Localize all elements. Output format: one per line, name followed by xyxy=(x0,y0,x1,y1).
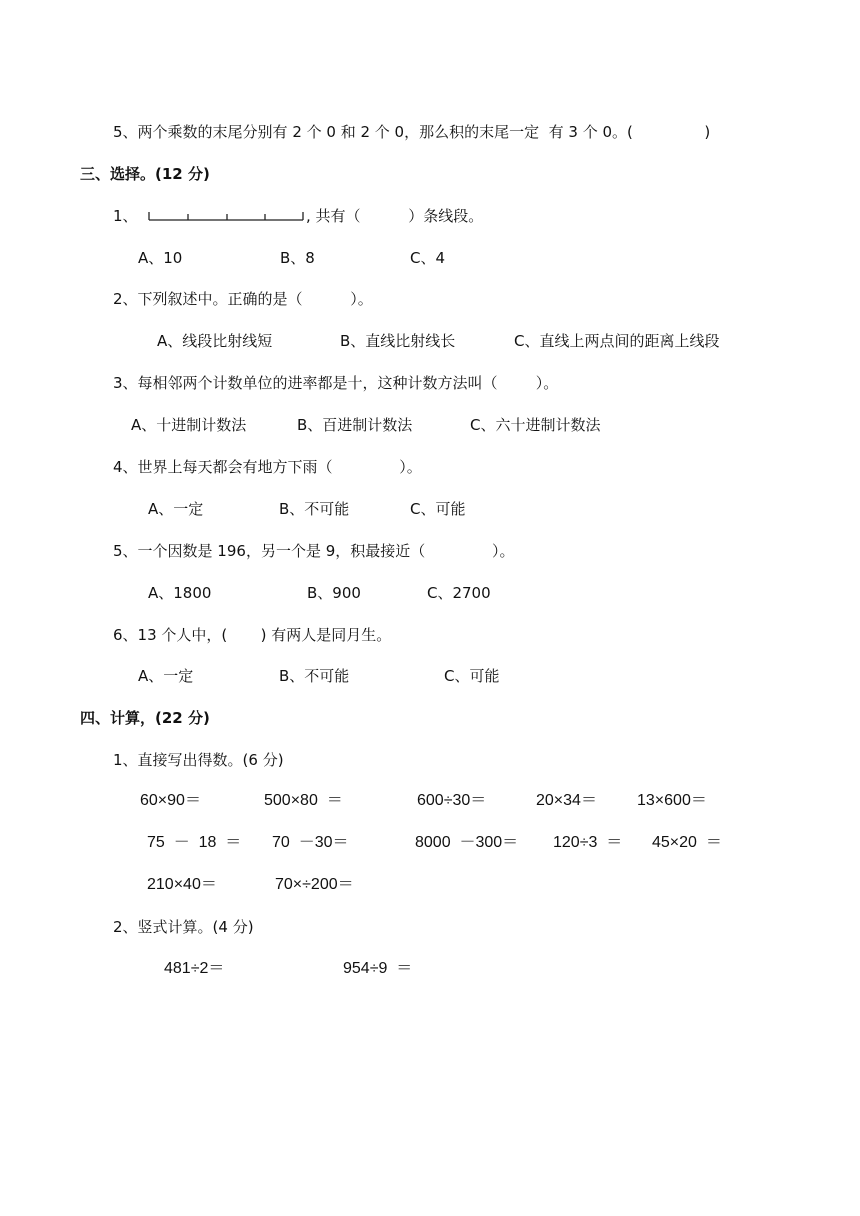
choice-q2-text: 2、下列叙述中。正确的是（ ）。 xyxy=(113,290,373,308)
calc-item: 481÷2＝ xyxy=(164,960,225,977)
choice-q3-option-a: A、十进制计数法 xyxy=(131,416,247,434)
choice-q3-option-c: C、六十进制计数法 xyxy=(470,416,601,434)
choice-q2-option-a: A、线段比射线短 xyxy=(157,332,273,350)
choice-q6-option-b: B、不可能 xyxy=(279,667,350,685)
choice-q5-option-c: C、2700 xyxy=(427,584,491,602)
calc-item: 60×90＝ xyxy=(140,792,201,809)
calc-item: 13×600＝ xyxy=(637,792,707,809)
choice-q3-text: 3、每相邻两个计数单位的进率都是十，这种计数方法叫（ ）。 xyxy=(113,374,559,392)
choice-q6-text: 6、13 个人中，( ) 有两人是同月生。 xyxy=(113,626,392,644)
choice-q1-number: 1、 xyxy=(113,207,138,225)
calc-item: 20×34＝ xyxy=(536,792,597,809)
choice-q5-text: 5、一个因数是 196，另一个是 9，积最接近（ ）。 xyxy=(113,542,515,560)
choice-q2-option-b: B、直线比射线长 xyxy=(340,332,456,350)
calc-item: 210×40＝ xyxy=(147,876,217,893)
choice-q5-option-b: B、900 xyxy=(307,584,361,602)
calc-item: 8000 －300＝ xyxy=(415,834,519,851)
section-four-heading: 四、计算，(22 分) xyxy=(80,709,210,727)
choice-q4-option-c: C、可能 xyxy=(410,500,466,518)
calc-item: 954÷9 ＝ xyxy=(343,960,413,977)
choice-q1-option-b: B、8 xyxy=(280,249,315,267)
calc-item: 70×÷200＝ xyxy=(275,876,354,893)
choice-q6-option-c: C、可能 xyxy=(444,667,500,685)
calc-item: 45×20 ＝ xyxy=(652,834,722,851)
line-segment-figure xyxy=(148,208,306,222)
choice-q5-option-a: A、1800 xyxy=(148,584,212,602)
calc-item: 75 － 18 ＝ xyxy=(147,834,242,851)
calc-part1-title: 1、直接写出得数。(6 分) xyxy=(113,751,284,769)
calc-part2-title: 2、竖式计算。(4 分) xyxy=(113,918,254,936)
choice-q3-option-b: B、百进制计数法 xyxy=(297,416,413,434)
choice-q1-option-a: A、10 xyxy=(138,249,183,267)
section-three-heading: 三、选择。(12 分) xyxy=(80,165,210,183)
choice-q1-text: , 共有（ ）条线段。 xyxy=(306,207,484,225)
choice-q1-option-c: C、4 xyxy=(410,249,446,267)
choice-q4-text: 4、世界上每天都会有地方下雨（ ）。 xyxy=(113,458,422,476)
calc-item: 600÷30＝ xyxy=(417,792,487,809)
judge-question-5: 5、两个乘数的末尾分别有 2 个 0 和 2 个 0，那么积的末尾一定 有 3 个 0。( ) xyxy=(113,123,711,141)
choice-q4-option-a: A、一定 xyxy=(148,500,204,518)
calc-item: 70 －30＝ xyxy=(272,834,349,851)
calc-item: 500×80 ＝ xyxy=(264,792,343,809)
calc-item: 120÷3 ＝ xyxy=(553,834,623,851)
choice-q6-option-a: A、一定 xyxy=(138,667,194,685)
choice-q4-option-b: B、不可能 xyxy=(279,500,350,518)
choice-q2-option-c: C、直线上两点间的距离上线段 xyxy=(514,332,720,350)
